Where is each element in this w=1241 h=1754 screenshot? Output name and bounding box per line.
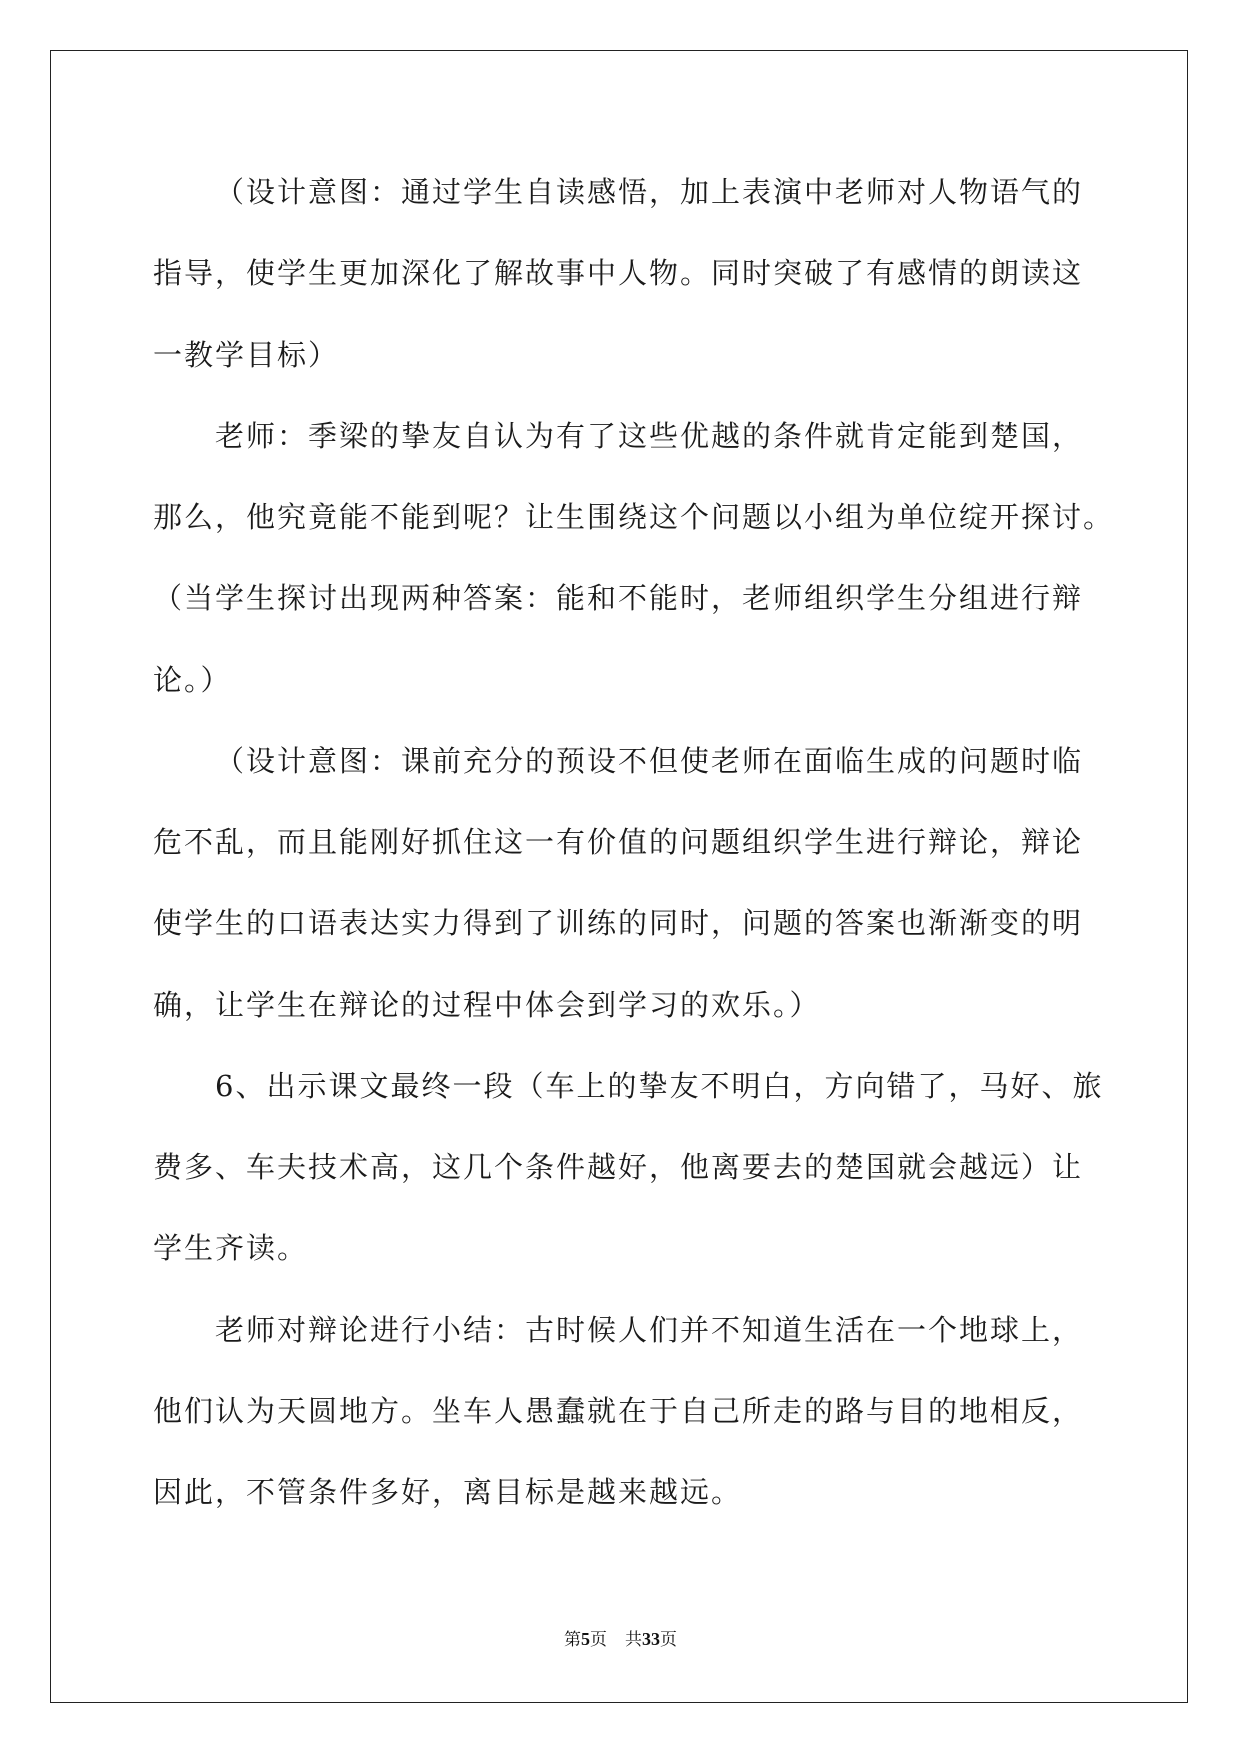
paragraph-line: 危不乱，而且能刚好抓住这一有价值的问题组织学生进行辩论，辩论: [153, 825, 1084, 859]
current-page-number: 5: [581, 1629, 590, 1649]
page-suffix: 页: [590, 1630, 607, 1650]
page-border: [50, 50, 1188, 1703]
total-page-count: 33: [642, 1629, 660, 1649]
paragraph-line: 那么，他究竟能不能到呢？让生围绕这个问题以小组为单位绽开探讨。: [153, 500, 1115, 534]
page-number-footer: [0, 1627, 1241, 1652]
total-prefix: 共: [625, 1630, 642, 1650]
paragraph-line: 老师对辩论进行小结：古时候人们并不知道生活在一个地球上，: [215, 1313, 1084, 1347]
paragraph-line: （设计意图：课前充分的预设不但使老师在面临生成的问题时临: [215, 744, 1084, 778]
paragraph-line: （当学生探讨出现两种答案：能和不能时，老师组织学生分组进行辩: [153, 581, 1084, 615]
paragraph-line: 指导，使学生更加深化了解故事中人物。同时突破了有感情的朗读这: [153, 256, 1084, 290]
paragraph-line: 学生齐读。: [153, 1231, 309, 1265]
page-prefix: 第: [564, 1630, 581, 1650]
paragraph-line: 费多、车夫技术高，这几个条件越好，他离要去的楚国就会越远）让: [153, 1150, 1084, 1184]
paragraph-line: 他们认为天圆地方。坐车人愚蠢就在于自己所走的路与目的地相反，: [153, 1394, 1084, 1428]
paragraph-line: 论。）: [153, 663, 232, 697]
paragraph-line: 6、出示课文最终一段（车上的挚友不明白，方向错了，马好、旅: [215, 1069, 1104, 1103]
paragraph-line: 因此，不管条件多好，离目标是越来越远。: [153, 1475, 743, 1509]
paragraph-line: 一教学目标）: [153, 338, 340, 372]
total-suffix: 页: [660, 1630, 677, 1650]
paragraph-line: 使学生的口语表达实力得到了训练的同时，问题的答案也渐渐变的明: [153, 906, 1084, 940]
paragraph-line: 老师：季梁的挚友自认为有了这些优越的条件就肯定能到楚国，: [215, 419, 1084, 453]
paragraph-line: （设计意图：通过学生自读感悟，加上表演中老师对人物语气的: [215, 175, 1084, 209]
paragraph-line: 确，让学生在辩论的过程中体会到学习的欢乐。）: [153, 988, 821, 1022]
